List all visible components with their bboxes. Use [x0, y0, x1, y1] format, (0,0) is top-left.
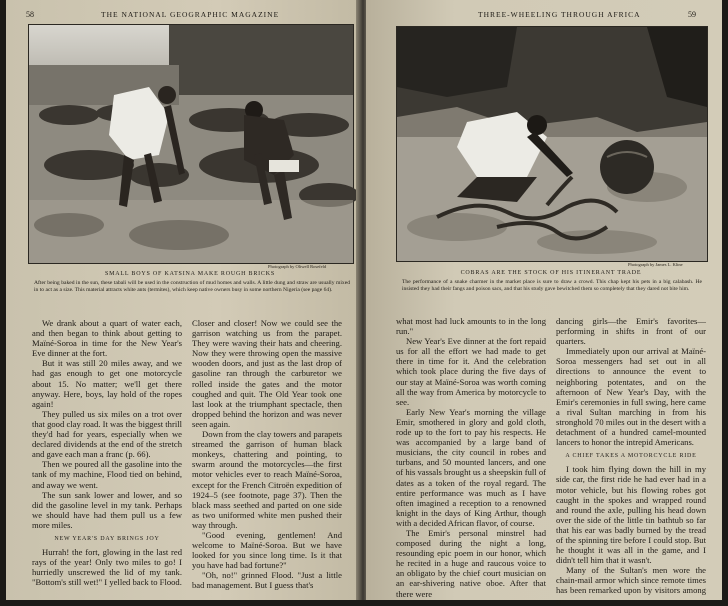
section-subhead: A CHIEF TAKES A MOTORCYCLE RIDE [565, 453, 697, 460]
paragraph: "Oh, no!" grinned Flood. "Just a little bad management. But I guess that's [192, 570, 342, 591]
paragraph: "Good evening, gentlemen! And welcome to Maïné-Soroa. But we have looked for you since long time. Is it that you have had bad fortune?" [192, 529, 342, 571]
left-photo-credit: Photograph by Oliwell Rosefeld [268, 264, 327, 269]
snake-charmer-illustration [397, 27, 707, 261]
paragraph: The Emir's personal minstrel had composed during the night a long, resounding epic poem in our honor, which he recited in a huge and raucous voice to an obligato by the chief court musician on an ear-shivering native oboe. After that there were [396, 527, 546, 599]
left-running-head: THE NATIONAL GEOGRAPHIC MAGAZINE [101, 10, 280, 19]
section-subhead: NEW YEAR'S DAY BRINGS JOY [54, 535, 160, 542]
paragraph: Early New Year's morning the village Emir, smothered in glory and gold cloth, rode up to the fort to pay his respects. He was accompanied by a large band of musicians, the city council in robes and turbans, and 50 mounted lancers, and one of his vassals brought us a sheepskin full of dates as a token of the royal regard. The entire performance was much as I have often imagined a reception to a renowned knight in the days of King Arthur, though with a decided African flavor, of course. [396, 406, 546, 528]
brick-making-photo [28, 24, 354, 264]
paragraph: We drank about a quart of water each, and then began to think about getting to Maïné-Soroa in time for the New Year's Eve dinner at the fort. [32, 318, 182, 359]
right-text-column-2 [556, 316, 706, 606]
paragraph: But it was still 20 miles away, and we had gas enough to get one motorcycle about 15. No matter; we'll get there anyway. Here, boys, lay hold of the ropes again! [32, 358, 182, 409]
paragraph: what most had luck amounts to in the long run." [396, 316, 546, 337]
paragraph: Many of the Sultan's men wore the chain-mail armor which since remote times has been remarked upon by visitors among or- [556, 565, 706, 606]
left-page [6, 0, 360, 600]
paragraph: dancing girls—the Emir's favorites—performing in shifts in front of our quarters. [556, 316, 706, 347]
left-text-column-1 [32, 318, 182, 600]
paragraph: Closer and closer! Now we could see the garrison watching us from the parapet. They were waving their hats and cheering. Now they were throwing open the massive wooden doors, and just as the last drop of gasoline ran through the carburetor we rolled inside the gates and the motor coughed and quit. The Old Year took one last look at the triumphant spectacle, then dropped behind the horizon and was never seen again. [192, 318, 342, 429]
paragraph: Hurrah! the fort, glowing in the last red rays of the year! Only two miles to go! I hurriedly unscrewed the lid of my tank. "Bottom's still wet!" I yelled back to Flood. [32, 547, 182, 588]
paragraph: I took him flying down the hill in my side car, the first ride he had ever had in a motor vehicle, but his flowing robes got caught in the spokes and wrapped round and round the axle, pulling his head down over the side of the little tin bathtub so far that his ear was badly burned by the tread of the spinning tire before I could stop. But he thought it was all in the game, and I didn't tell him that it wasn't. [556, 464, 706, 566]
left-page-number: 58 [26, 10, 34, 19]
right-running-head: THREE-WHEELING THROUGH AFRICA [478, 10, 641, 19]
left-text-column-2 [192, 318, 342, 600]
paragraph: Immediately upon our arrival at Maïné-Soroa messengers had set out in all directions to announce the event to neighboring potentates, and on the afternoon of New Year's Day, with the Emir's ceremonies in full swing, here came a rival Sultan marching in from his stronghold 70 miles out in the desert with a detachment of a hundred camel-mounted lancers to honor the intrepid Americans. [556, 346, 706, 448]
left-caption-body: After being baked in the sun, these tabali will be used in the construction of mud homes and walls. A little dung and straw are usually mixed in to act as a size. This material attracts white ants (termites), which keep native owners busy in some northern Nigeria (see page 64). [34, 280, 350, 293]
right-caption-title: COBRAS ARE THE STOCK OF HIS ITINERANT TRADE [460, 270, 642, 276]
right-text-column-1 [396, 316, 546, 600]
right-caption-body: The performance of a snake charmer in the market place is sure to draw a crowd. This chap kept his pets in a big calabash. He insisted they had their fangs and poison sacs, and that his study gave bewitched them so completely that they dared not bite him. [402, 279, 702, 292]
paragraph: New Year's Eve dinner at the fort repaid us for all the effort we had made to get there in time for it. And the celebration which took place during the five days of our stay at Maïné-Soroa was worth coming all the way from America by motorcycle to see. [396, 336, 546, 407]
paragraph: Then we poured all the gasoline into the tank of my machine, Flood tied on behind, and away we went. [32, 459, 182, 490]
paragraph: Down from the clay towers and parapets streamed the garrison of human black monkeys, chattering and pointing, to swarm around the motorcycles—the first motor vehicles ever to reach Maïné-Soroa, except for the French Citroën expedition of 1924–5 (see footnote, page 37). Then the black mass seethed and parted on one side as two uniformed white men pushed their way through. [192, 429, 342, 530]
snake-charmer-photo [396, 26, 708, 262]
paragraph: The sun sank lower and lower, and so did the gasoline level in my tank. Perhaps we should have had them pull us a few more miles. [32, 489, 182, 530]
left-caption-title: SMALL BOYS OF KATSINA MAKE ROUGH BRICKS [105, 271, 275, 277]
right-page [366, 0, 722, 606]
brick-making-illustration [29, 25, 353, 263]
right-photo-credit: Photograph by James L. Kline [628, 262, 683, 267]
right-page-number: 59 [688, 10, 696, 19]
paragraph: They pulled us six miles on a trot over that good clay road. It was the biggest thrill they'd had for years, especially when we declared dividends at the end of the stretch and gave each man a franc (p. 66). [32, 408, 182, 460]
calabash [600, 140, 654, 194]
